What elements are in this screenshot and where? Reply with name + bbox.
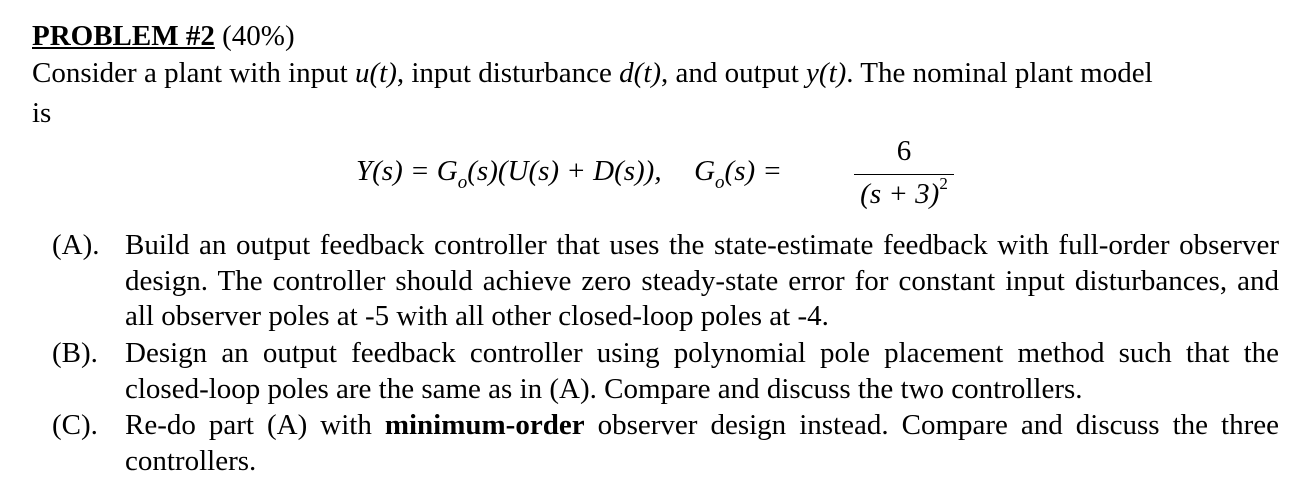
fraction-numerator: 6: [896, 135, 912, 167]
item-c-text: [125, 408, 1279, 479]
intro-line-2: [32, 96, 51, 130]
item-a-text: Build an output feedback controller that uses the state-estimate feedback with full-order observer design. The controller should achieve zero steady-state error for constant input disturbances, and all observer poles at -5 with all other closed-loop poles at -4.: [125, 229, 1279, 332]
denominator-exponent: 2: [939, 174, 948, 193]
item-c-text-1: Re-do part (A) with: [125, 409, 385, 441]
transfer-fn-label: G: [694, 155, 716, 187]
equation-lhs-rest: (s)(U(s) + D(s)),: [467, 155, 662, 187]
denominator-text: (s + 3): [860, 178, 940, 210]
problem-weight: (40%): [222, 20, 295, 52]
item-c-label: (C).: [52, 409, 98, 441]
fraction-denominator: [854, 174, 954, 211]
transfer-fn-rest: (s) =: [724, 155, 782, 187]
equation-y-of-s: Y(s) = G: [356, 155, 458, 187]
intro-text-3: , and output: [661, 57, 807, 89]
problem-number: PROBLEM #2: [32, 20, 215, 52]
equation-lhs: [356, 155, 782, 193]
intro-text-2: , input disturbance: [396, 57, 620, 89]
intro-text-4: . The nominal plant model: [846, 57, 1153, 89]
intro-line-1: [32, 56, 1153, 90]
item-b-label: (B).: [52, 337, 98, 369]
output-symbol: y(t): [806, 57, 847, 89]
disturbance-symbol: d(t): [619, 57, 662, 89]
intro-text-1: Consider a plant with input: [32, 57, 355, 89]
equation-sub-o: o: [457, 172, 468, 193]
item-c-bold: minimum-order: [384, 409, 585, 441]
item-c-text-2: observer design instead. Compare and discuss the three controllers.: [125, 409, 1280, 477]
item-b-text: Design an output feedback controller using polynomial pole placement method such that the closed-loop poles are the same as in (A). Compare and discuss the two controllers.: [125, 337, 1279, 405]
item-a-label: (A).: [52, 229, 100, 261]
intro-text-5: is: [32, 97, 52, 129]
input-symbol: u(t): [355, 57, 397, 89]
transfer-fn-sub: o: [715, 172, 725, 193]
problem-heading: [32, 19, 295, 53]
